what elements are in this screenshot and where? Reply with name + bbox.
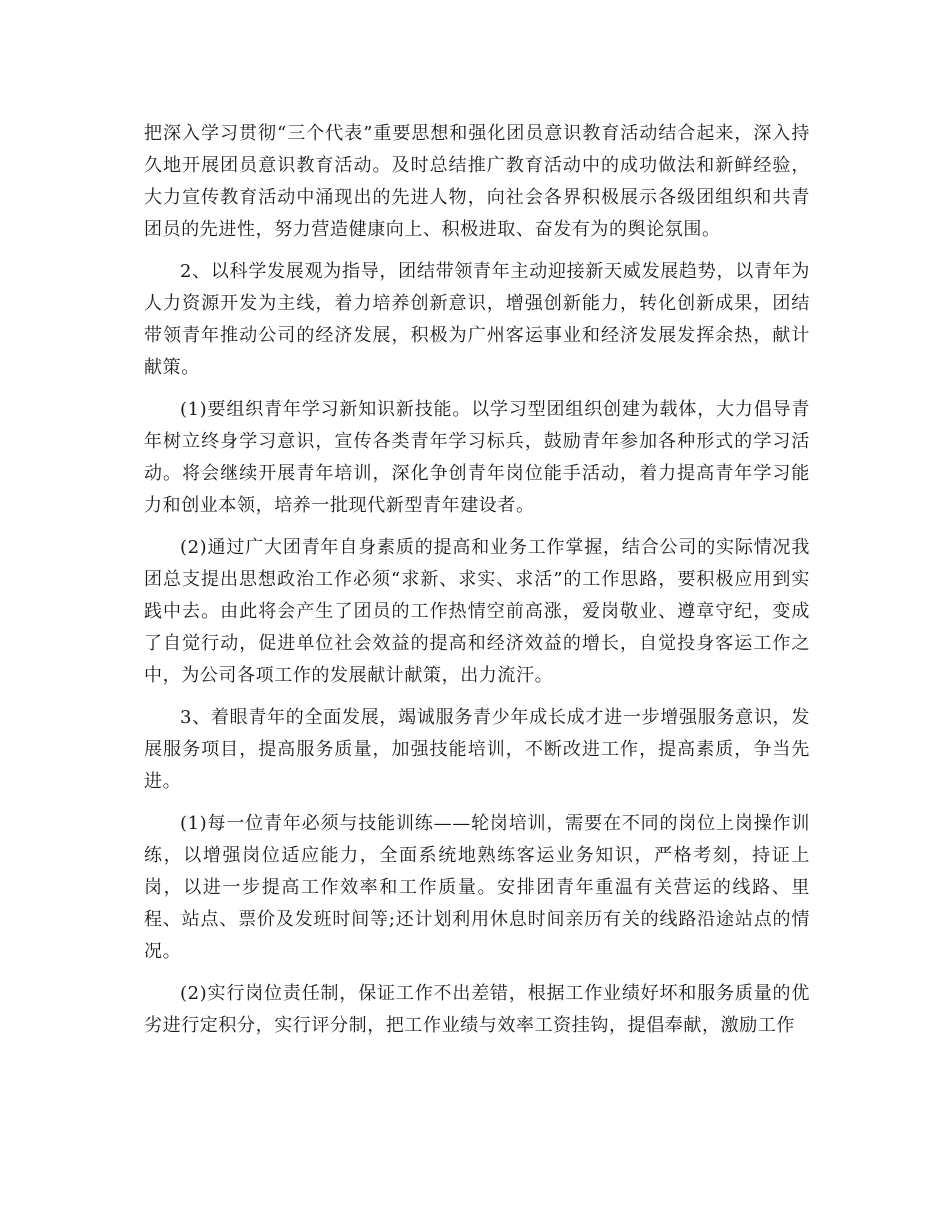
document-body bbox=[144, 118, 810, 1052]
paragraph-item-2-1: (1)要组织青年学习新知识新技能。以学习型团组织创建为载体，大力倡导青年树立终身学习意识，宣传各类青年学习标兵，鼓励青年参加各种形式的学习活动。将会继续开展青年培训，深化争创青年岗位能手活动，着力提高青年学习能力和创业本领，培养一批现代新型青年建设者。 bbox=[144, 399, 810, 516]
paragraph-item-2-2: (2)通过广大团青年自身素质的提高和业务工作掌握，结合公司的实际情况我团总支提出思想政治工作必须“求新、求实、求活”的工作思路，要积极应用到实践中去。由此将会产生了团员的工作热情空前高涨，爱岗敬业、遵章守纪，变成了自觉行动，促进单位社会效益的提高和经济效益的增长，自觉投身客运工作之中，为公司各项工作的发展献计献策，出力流汗。 bbox=[144, 537, 810, 686]
paragraph-item-2: 2、以科学发展观为指导，团结带领青年主动迎接新天威发展趋势，以青年为人力资源开发为主线，着力培养创新意识，增强创新能力，转化创新成果，团结带领青年推动公司的经济发展，积极为广州客运事业和经济发展发挥余热，献计献策。 bbox=[144, 261, 810, 378]
paragraph-continuation: 把深入学习贯彻“三个代表”重要思想和强化团员意识教育活动结合起来，深入持久地开展团员意识教育活动。及时总结推广教育活动中的成功做法和新鲜经验，大力宣传教育活动中涌现出的先进人物，向社会各界积极展示各级团组织和共青团员的先进性，努力营造健康向上、积极进取、奋发有为的舆论氛围。 bbox=[144, 123, 810, 240]
paragraph-item-3-1: (1)每一位青年必须与技能训练——轮岗培训，需要在不同的岗位上岗操作训练，以增强岗位适应能力，全面系统地熟练客运业务知识，严格考刻，持证上岗，以进一步提高工作效率和工作质量。安排团青年重温有关营运的线路、里程、站点、票价及发班时间等;还计划利用休息时间亲历有关的线路沿途站点的情况。 bbox=[144, 813, 810, 962]
paragraph-item-3: 3、着眼青年的全面发展，竭诚服务青少年成长成才进一步增强服务意识，发展服务项目，提高服务质量，加强技能培训，不断改进工作，提高素质，争当先进。 bbox=[144, 707, 810, 792]
paragraph-item-3-2: (2)实行岗位责任制，保证工作不出差错，根据工作业绩好坏和服务质量的优劣进行定积分，实行评分制，把工作业绩与效率工资挂钩，提倡奉献，激励工作 bbox=[144, 983, 810, 1036]
